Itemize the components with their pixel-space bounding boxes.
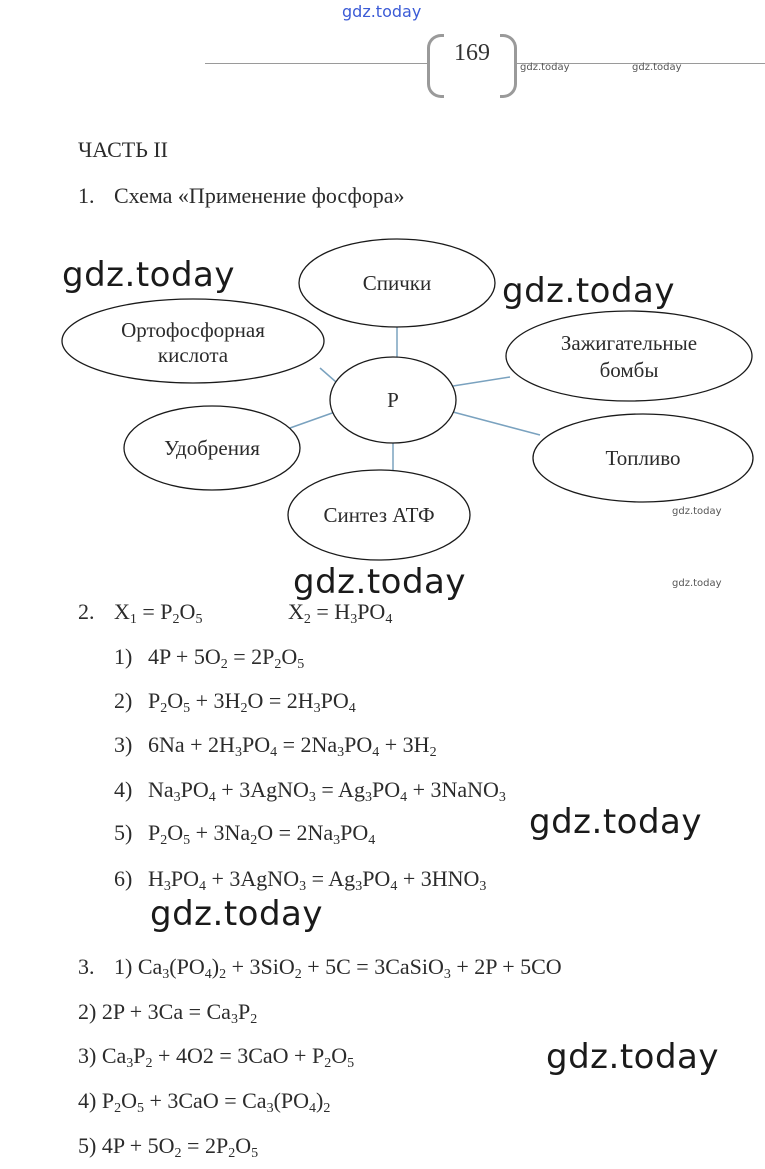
formula-text: + 3H [190,688,241,713]
watermark-big-5: gdz.today [150,894,323,934]
formula-text: PO [340,820,369,845]
subscript: 5 [183,833,191,848]
subscript: 3 [162,967,170,982]
subscript: 2 [220,657,228,672]
formula-text: + 3Na [190,820,251,845]
formula-text: O = 2Na [257,820,334,845]
formula-text: = Ag [306,866,356,891]
subscript: 3 [443,967,451,982]
formula-text: + 2P + 5CO [450,954,562,979]
node-bombs-label-2: бомбы [599,358,659,382]
subscript: 5 [251,1146,259,1161]
formula-text: O [121,1088,137,1113]
formula-text: ) [211,954,220,979]
equation-line [114,732,437,758]
equation-line [78,1088,330,1114]
equation-line [78,1043,354,1069]
formula-text: PO [180,777,209,802]
formula-text: Na [148,777,174,802]
formula-text: = Ag [315,777,365,802]
formula-text: PO [170,866,200,891]
node-matches-label: Спички [362,271,432,295]
subscript: 3 [299,879,307,894]
formula-text: O [331,1043,348,1068]
node-fertilizers-label: Удобрения [164,436,260,460]
connector-bombs [453,377,510,386]
formula-text: = 2P [227,644,275,669]
watermark-big-4: gdz.today [529,802,702,842]
formula-text: (PO [169,954,205,979]
formula-text: 4P + 5O [101,1133,175,1158]
formula-text: P [148,688,161,713]
watermark-header-small-2: gdz.today [632,62,682,73]
formula-text: P [101,1088,115,1113]
formula-text: + 4O2 = 3CaO + P [152,1043,325,1068]
subscript: 3 [126,1056,134,1071]
watermark-header-small-1: gdz.today [520,62,570,73]
subscript: 4 [270,745,278,760]
subscript: 5 [136,1101,144,1116]
equation-line [78,999,257,1025]
item-number: 4) [78,1088,102,1113]
formula-text: + 3AgNO [206,866,300,891]
item-number: 2) [78,999,102,1024]
subscript: 2 [228,1146,236,1161]
node-acid-label-2: кислота [157,343,229,367]
subscript: 2 [174,1146,182,1161]
subscript: 3 [498,790,506,805]
subscript: 2 [114,1101,122,1116]
formula-text: O = 2H [247,688,314,713]
watermark-big-1: gdz.today [62,255,235,295]
item-number: 5) [114,820,133,845]
equation-line [114,777,506,803]
subscript: 2 [240,701,248,716]
subscript: 2 [429,745,437,760]
task2-header [78,599,202,625]
subscript: 2 [274,657,282,672]
formula-text: + 3SiO [226,954,295,979]
formula-text: 4P + 5O [148,644,221,669]
subscript: 5 [297,657,305,672]
subscript: 4 [199,879,207,894]
node-atp-label: Синтез АТФ [323,503,435,527]
watermark-big-3: gdz.today [293,562,466,602]
formula-text: + 3H [379,732,430,757]
subscript: 4 [204,967,212,982]
formula-text: (PO [273,1088,310,1113]
subscript: 3 [173,790,181,805]
equation-line [78,1133,258,1159]
item-number: 3. 1) [78,954,138,979]
subscript: 4 [368,833,376,848]
formula-text: O [167,820,184,845]
equation-line [78,954,562,980]
node-center-label: P [387,388,399,412]
subscript: 4 [309,1101,317,1116]
subscript: 2 [145,1056,153,1071]
formula-text: 2P + 3Ca = Ca [101,999,231,1024]
subscript: 3 [313,701,321,716]
formula-text: 6Na + 2H [148,732,235,757]
watermark-small-2: gdz.today [672,578,722,589]
formula-text: H [148,866,164,891]
formula-text: + 3NaNO [407,777,499,802]
subscript: 2 [294,967,302,982]
subscript: 3 [479,879,487,894]
subscript: 2 [323,1101,331,1116]
subscript: 2 [160,833,168,848]
formula-text: + 3AgNO [215,777,309,802]
connector-fertilizers [290,412,335,428]
formula-text: = 2P [181,1133,229,1158]
node-bombs-label-1: Зажигательные [560,331,698,355]
node-bombs [506,311,752,401]
task2-x1: $X_1 = P_2O_5$ [114,599,203,627]
formula-text: ) [316,1088,324,1113]
connector-fuel [453,412,540,435]
subscript: 3 [364,790,372,805]
subscript: 3 [337,745,345,760]
item-number: 4) [114,777,133,802]
formula-text: P [133,1043,146,1068]
formula-text: PO [241,732,271,757]
equation-line [114,866,486,892]
formula-text: PO [344,732,373,757]
watermark-big-2: gdz.today [502,271,675,311]
formula-text: O [235,1133,252,1158]
connector-acid [320,368,336,382]
page-number: 169 [454,40,490,66]
subscript: 2 [250,833,258,848]
subscript: 4 [400,790,408,805]
subscript: 3 [230,1012,238,1027]
node-acid-label-1: Ортофосфорная [121,318,265,342]
formula-text: + 5C = 3CaSiO [301,954,444,979]
item-number: 1) [114,644,133,669]
formula-text: + 3HNO [397,866,480,891]
subscript: 2 [250,1012,258,1027]
subscript: 4 [208,790,216,805]
formula-text: P [148,820,161,845]
task2-x2: $X_2 = H_3PO_4$ [288,599,393,627]
formula-text: O [281,644,298,669]
watermark-top: gdz.today [342,2,422,21]
equation-line [114,688,356,714]
item-number: 3) [114,732,133,757]
formula-text: Ca [101,1043,127,1068]
subscript: 2 [160,701,168,716]
formula-text: PO [362,866,391,891]
formula-text: PO [371,777,401,802]
subscript: 3 [163,879,171,894]
subscript: 2 [219,967,227,982]
item-number: 5) [78,1133,102,1158]
subscript: 5 [183,701,191,716]
subscript: 4 [348,701,356,716]
subscript: 3 [308,790,316,805]
formula-text: P [237,999,251,1024]
watermark-small-1: gdz.today [672,506,722,517]
item-number: 6) [114,866,133,891]
equation-line [114,644,304,670]
subscript: 3 [355,879,363,894]
subscript: 4 [390,879,398,894]
subscript: 3 [333,833,341,848]
formula-text: = 2Na [277,732,338,757]
subscript: 2 [324,1056,332,1071]
subscript: 5 [347,1056,355,1071]
task1-title-text: Схема «Применение фосфора» [114,183,405,208]
part-title: ЧАСТЬ II [78,137,168,162]
subscript: 3 [266,1101,274,1116]
subscript: 4 [372,745,380,760]
task2-number: 2. [78,599,95,624]
item-number: 3) [78,1043,102,1068]
node-fuel-label: Топливо [605,446,681,470]
formula-text: PO [320,688,349,713]
formula-text: + 3CaO = Ca [143,1088,267,1113]
formula-text: Ca [137,954,163,979]
task1-number: 1. [78,183,95,208]
equation-line [114,820,375,846]
item-number: 2) [114,688,133,713]
subscript: 3 [234,745,242,760]
watermark-big-6: gdz.today [546,1037,719,1077]
formula-text: O [167,688,184,713]
